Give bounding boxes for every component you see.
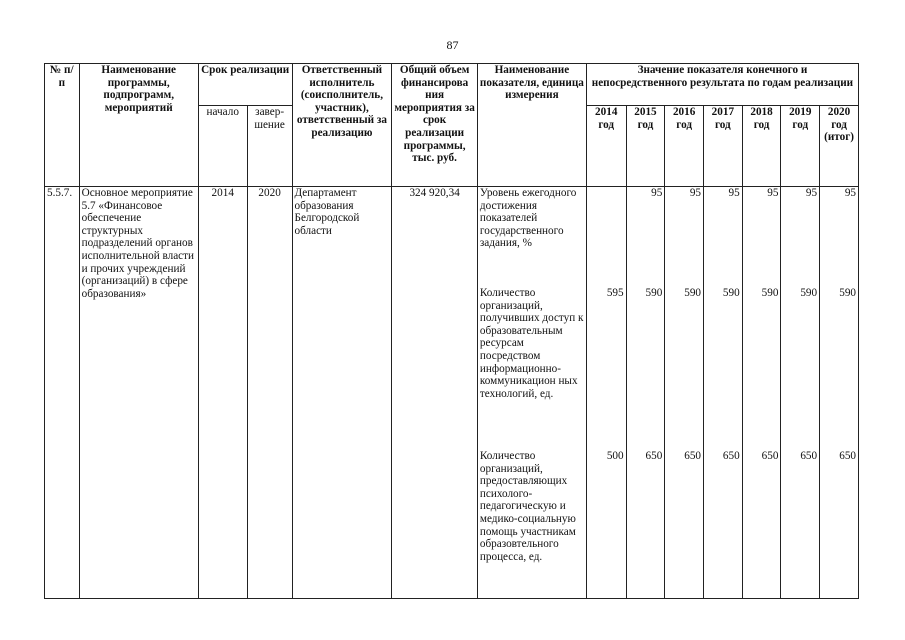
header-year-2015: 2015 год <box>626 106 665 187</box>
value-3-2018: 650 <box>761 450 779 462</box>
value-cell-2018 <box>742 187 781 599</box>
row-financing: 324 920,34 <box>392 187 478 599</box>
value-2-2014: 595 <box>606 287 624 299</box>
value-1-2020: 95 <box>844 187 856 199</box>
value-1-2019: 95 <box>805 187 818 199</box>
indicator-2: Количество организаций, получивших доступ к образовательным ресурсам посредством информационно-коммуникацион ных технологий, ед. <box>479 287 584 400</box>
value-3-2016: 650 <box>684 450 701 462</box>
header-year-2016: 2016 год <box>665 106 704 187</box>
header-financing: Общий объем финансирова ния мероприятия за срок реализации программы, тыс. руб. <box>392 64 478 187</box>
value-3-2019: 650 <box>800 450 818 462</box>
value-2-2016: 590 <box>684 287 701 299</box>
program-table <box>44 63 859 599</box>
value-3-2015: 650 <box>645 450 663 462</box>
value-3-2014: 500 <box>606 450 624 462</box>
row-executor: Департамент образования Белгородской области <box>292 187 392 599</box>
page-number: 87 <box>446 38 459 52</box>
header-period-start: начало <box>198 106 247 187</box>
value-2-2018: 590 <box>761 287 779 299</box>
header-year-2017: 2017 год <box>704 106 743 187</box>
indicator-1: Уровень ежегодного достижения показателей государственного задания, % <box>479 187 577 250</box>
value-cell-2015 <box>626 187 665 599</box>
value-3-2017: 650 <box>722 450 740 462</box>
value-2-2020: 590 <box>839 287 856 299</box>
header-year-2018: 2018 год <box>742 106 781 187</box>
value-1-2014 <box>589 187 624 287</box>
value-2-2017: 590 <box>722 287 740 299</box>
header-period: Срок реализации <box>198 64 292 106</box>
indicator-3: Количество организаций, предоставляющих психолого-педагогическую и медико-социальную помощь участникам образовтельного процесса, ед. <box>479 450 576 563</box>
header-year-2020: 2020 год (итог) <box>820 106 859 187</box>
header-name: Наименование программы, подпрограмм, мероприятий <box>79 64 198 187</box>
header-indicator: Наименование показателя, единица измерения <box>477 64 586 187</box>
value-cell-2020 <box>820 187 859 599</box>
header-num: № п/п <box>45 64 80 187</box>
row-name: Основное мероприятие 5.7 «Финансовое обеспечение структурных подразделений органов исполнительной власти и прочих учреждений (организаций) в сфере образования» <box>79 187 198 599</box>
row-start: 2014 <box>198 187 247 599</box>
table-row <box>45 187 859 599</box>
value-cell-2019 <box>781 187 820 599</box>
value-2-2019: 590 <box>800 287 818 299</box>
value-cell-2017 <box>704 187 743 599</box>
value-1-2018: 95 <box>767 187 779 199</box>
value-cell-2014 <box>586 187 626 599</box>
row-end: 2020 <box>247 187 292 599</box>
value-2-2015: 590 <box>645 287 663 299</box>
value-cell-2016 <box>665 187 704 599</box>
value-3-2020: 650 <box>839 450 856 462</box>
header-period-end: завер-шение <box>247 106 292 187</box>
value-1-2015: 95 <box>651 187 663 199</box>
value-1-2017: 95 <box>728 187 740 199</box>
row-indicators <box>477 187 586 599</box>
header-year-2014: 2014 год <box>586 106 626 187</box>
row-num: 5.5.7. <box>45 187 80 599</box>
value-1-2016: 95 <box>689 187 701 199</box>
header-year-2019: 2019 год <box>781 106 820 187</box>
header-executor: Ответственный исполнитель (соисполнитель, участник), ответственный за реализацию <box>292 64 392 187</box>
header-values: Значение показателя конечного и непосредственного результата по годам реализации <box>586 64 858 106</box>
